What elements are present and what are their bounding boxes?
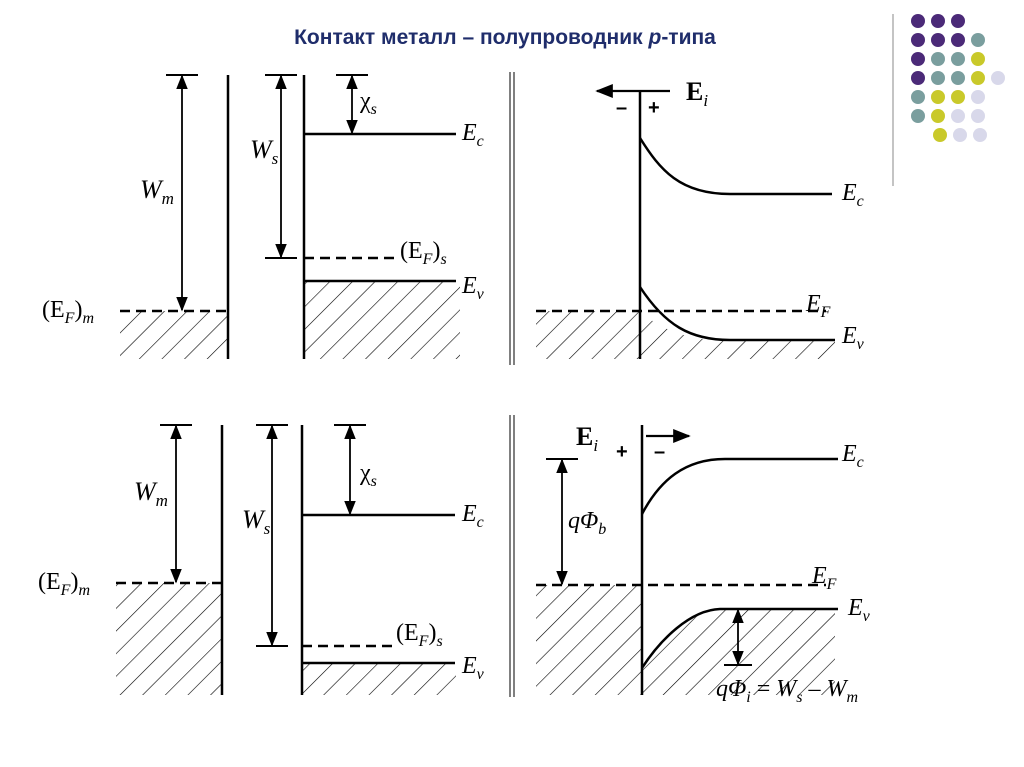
metal-hatch [120, 311, 228, 359]
top-right-panel [536, 77, 865, 359]
decor-dot [951, 90, 965, 104]
decor-dot [911, 33, 925, 47]
minus-sign-bottom: – [654, 441, 666, 463]
decor-dot [951, 52, 965, 66]
decor-dot [951, 109, 965, 123]
ec-label-bottom: $E_c$ [462, 501, 484, 531]
qphii-equation: $q\Phi_i = W_s - W_m$ [716, 676, 859, 706]
ei-label-top: $E_i$ [686, 77, 709, 110]
wm-label: $W_m$ [140, 175, 174, 208]
decor-dot [953, 128, 967, 142]
decor-dot [931, 33, 945, 47]
ec-curve-bottom [642, 459, 838, 514]
decor-dot [933, 128, 947, 142]
bottom-left-panel [38, 425, 485, 695]
plus-sign-top: + [648, 97, 660, 119]
decor-dot [971, 33, 985, 47]
metal-hatch-right [536, 311, 640, 359]
decor-dot [971, 109, 985, 123]
ev-label-bottom: $E_v$ [462, 653, 484, 683]
efm-label-bottom: $(E_F)_m$ [38, 569, 90, 599]
top-left-panel [42, 75, 485, 359]
decor-dot [911, 109, 925, 123]
title-p: p [648, 26, 662, 49]
decorative-dots [911, 14, 1005, 142]
ec-label: $E_c$ [462, 120, 484, 150]
metal-hatch-br [536, 585, 642, 695]
decor-dot [951, 71, 965, 85]
chi-label-bottom: $\chi_s$ [360, 460, 377, 490]
decor-dot [973, 128, 987, 142]
qphib-label: $q\Phi_b$ [568, 508, 607, 538]
ec-curve [640, 138, 832, 194]
ec-label-br: $E_c$ [842, 441, 864, 471]
decor-dot [971, 52, 985, 66]
ev-label-br: $E_v$ [848, 595, 870, 625]
decor-dot [931, 52, 945, 66]
efs-label: $(E_F)_s$ [400, 238, 447, 268]
decor-dot [931, 14, 945, 28]
valence-hatch-bottom [302, 663, 456, 695]
ef-label-br: $E_F$ [812, 563, 837, 593]
title-suffix: -типа [661, 26, 716, 49]
decor-dot [911, 14, 925, 28]
decor-dot [971, 71, 985, 85]
valence-hatch [304, 281, 460, 359]
efm-label: $(E_F)_m$ [42, 297, 94, 327]
plus-sign-bottom: + [616, 441, 628, 463]
decor-dot [951, 33, 965, 47]
ei-label-bottom: $E_i$ [576, 422, 599, 455]
chi-label: $\chi_s$ [360, 88, 377, 118]
metal-hatch-bottom [116, 583, 222, 695]
minus-sign-top: – [616, 97, 628, 119]
decor-dot [991, 71, 1005, 85]
decor-dot [931, 109, 945, 123]
ev-label-right: $E_v$ [842, 323, 864, 353]
ef-label-right: $E_F$ [806, 291, 831, 321]
decor-dot [911, 90, 925, 104]
ec-label-right: $E_c$ [842, 180, 864, 210]
efs-label-bottom: $(E_F)_s$ [396, 620, 443, 650]
decor-dot [951, 14, 965, 28]
ws-label: $W_s$ [250, 135, 279, 168]
ws-label-bottom: $W_s$ [242, 505, 271, 538]
title-prefix: Контакт металл – полупроводник [294, 26, 649, 49]
valence-hatch-right [640, 311, 835, 359]
ev-label: $E_v$ [462, 273, 484, 303]
decor-dot [931, 71, 945, 85]
decor-dot [971, 90, 985, 104]
decor-dot [931, 90, 945, 104]
decor-dot [911, 71, 925, 85]
bottom-right-panel [536, 422, 871, 706]
decor-dot [911, 52, 925, 66]
wm-label-bottom: $W_m$ [134, 477, 168, 510]
